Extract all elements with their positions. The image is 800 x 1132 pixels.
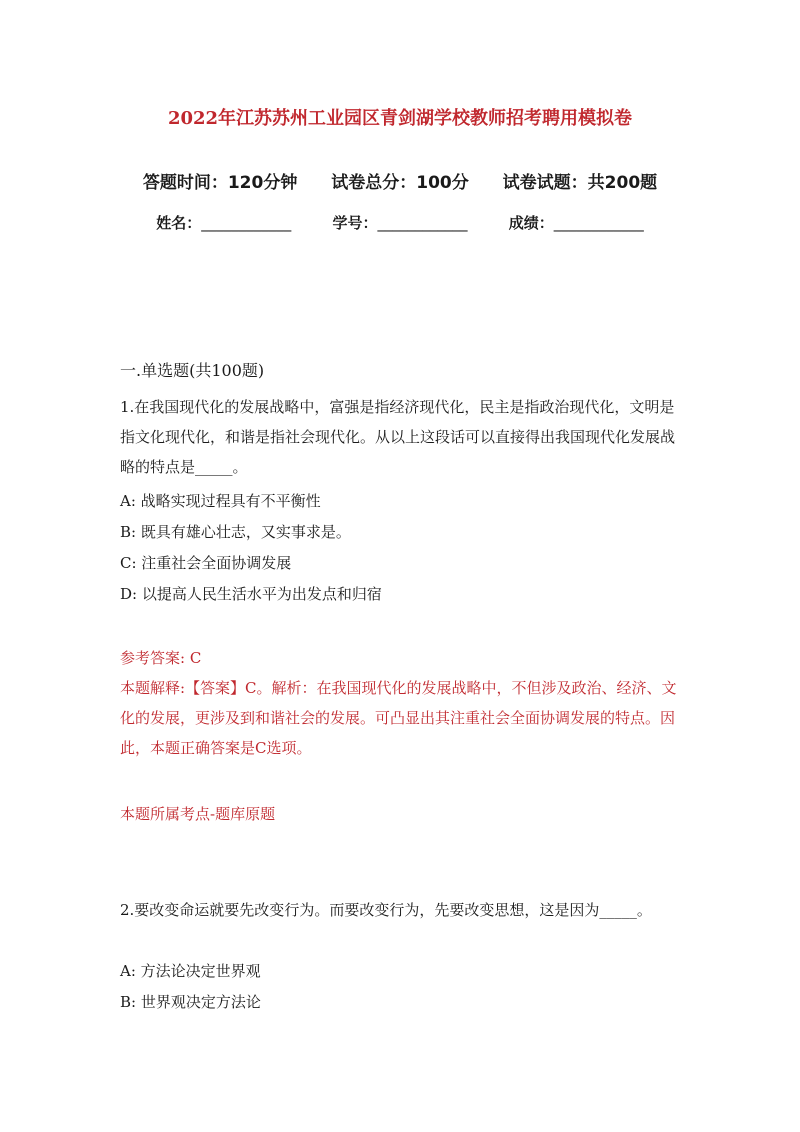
question-2-option-b: B: 世界观决定方法论 <box>120 993 261 1011</box>
student-id-label: 学号： <box>332 214 378 232</box>
grade-label: 成绩： <box>508 214 554 232</box>
student-info-row <box>0 212 800 233</box>
question-1-explanation: 本题解释:【答案】C。解析：在我国现代化的发展战略中，不但涉及政治、经济、文化的发展，更涉及到和谐社会的发展。可凸显出其注重社会全面协调发展的特点。因此，本题正确答案是C选项。 <box>120 679 677 757</box>
section-title: 一.单选题(共100题) <box>120 361 265 380</box>
question-1-answer: 参考答案: C <box>120 649 202 667</box>
student-id-field <box>332 214 472 232</box>
name-blank: ____________ <box>201 214 292 232</box>
question-1-source: 本题所属考点-题库原题 <box>120 805 276 823</box>
question-2-option-a: A: 方法论决定世界观 <box>120 962 261 980</box>
question-1-option-c: C: 注重社会全面协调发展 <box>120 554 292 572</box>
exam-time: 答题时间：120分钟 <box>142 173 298 193</box>
question-1-option-a: A: 战略实现过程具有不平衡性 <box>120 492 321 510</box>
name-label: 姓名： <box>156 214 202 232</box>
name-field <box>156 214 296 232</box>
question-1-stem: 1.在我国现代化的发展战略中，富强是指经济现代化，民主是指政治现代化，文明是指文化现代化，和谐是指社会现代化。从以上这段话可以直接得出我国现代化发展战略的特点是_____。 <box>120 398 676 476</box>
page-title: 2022年江苏苏州工业园区青剑湖学校教师招考聘用模拟卷 <box>167 108 633 129</box>
question-1-option-b: B: 既具有雄心壮志，又实事求是。 <box>120 523 351 541</box>
question-1-option-d: D: 以提高人民生活水平为出发点和归宿 <box>120 585 382 603</box>
grade-blank: ____________ <box>553 214 644 232</box>
student-id-blank: ____________ <box>377 214 468 232</box>
exam-question-count: 试卷试题：共200题 <box>502 173 658 193</box>
grade-field <box>509 214 644 232</box>
question-2-stem: 2.要改变命运就要先改变行为。而要改变行为，先要改变思想，这是因为_____。 <box>120 901 652 919</box>
exam-info-row <box>0 168 800 193</box>
exam-total-score: 试卷总分：100分 <box>331 173 469 193</box>
